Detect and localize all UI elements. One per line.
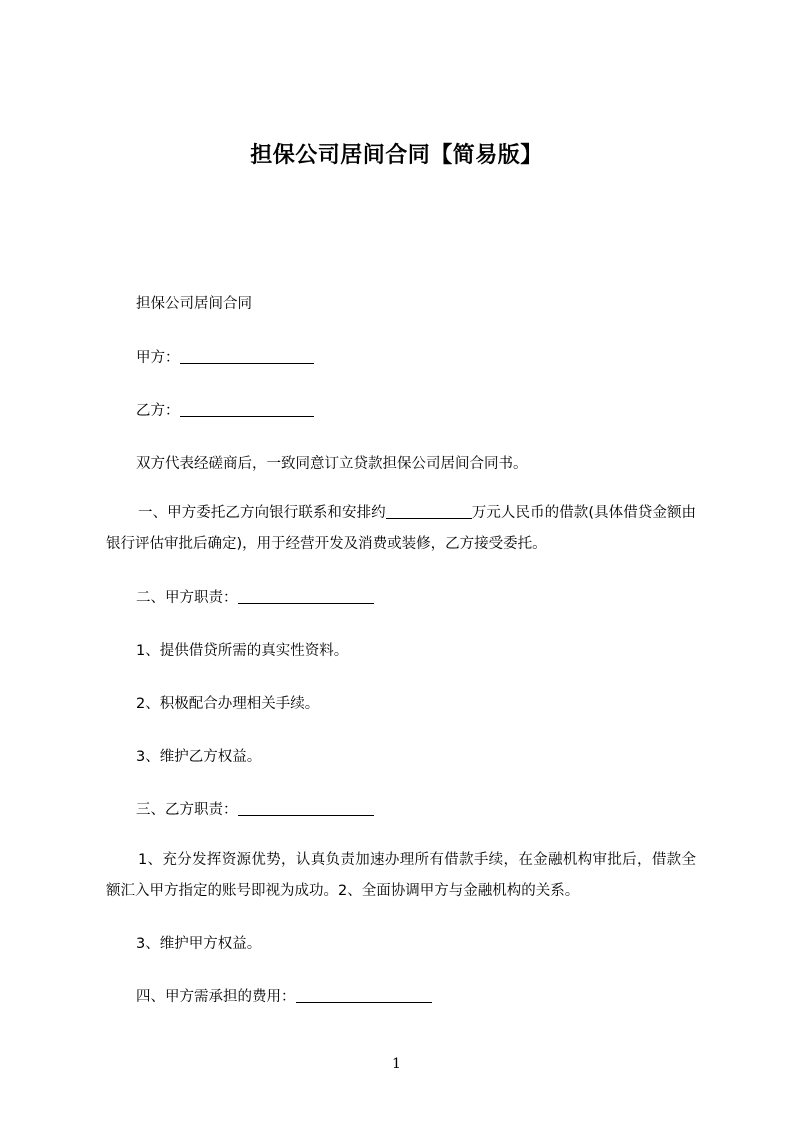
clause-3-line	[136, 798, 374, 819]
party-b-blank	[180, 402, 314, 417]
loan-amount-blank	[386, 504, 472, 519]
clause-2-label: 二、甲方职责：	[136, 590, 238, 606]
page-number: 1	[392, 1056, 401, 1072]
item-2-1: 1、提供借贷所需的真实性资料。	[136, 643, 349, 659]
clause-1-text-before: 一、甲方委托乙方向银行联系和安排约	[138, 505, 386, 521]
clause-2-line	[136, 586, 374, 607]
item-2-2: 2、积极配合办理相关手续。	[136, 696, 320, 712]
party-b-line	[136, 399, 314, 420]
contract-heading: 担保公司居间合同	[136, 296, 252, 312]
item-3-3: 3、维护甲方权益。	[136, 936, 262, 952]
document-title: 担保公司居间合同【简易版】	[250, 143, 543, 168]
preamble-text: 双方代表经磋商后，一致同意订立贷款担保公司居间合同书。	[136, 456, 528, 472]
clause-4-label: 四、甲方需承担的费用：	[136, 989, 296, 1005]
clause-1-text-after: 万元人民币的借款(具体借贷金额由银行评估审批后确定)，用于经营开发及消费或装修，乙方接受委托。	[106, 505, 697, 552]
item-2-3: 3、维护乙方权益。	[136, 749, 262, 765]
clause-4-line	[136, 985, 432, 1006]
clause-3-blank	[238, 801, 374, 816]
party-a-label: 甲方：	[136, 350, 180, 366]
clause-1-paragraph	[106, 498, 696, 560]
clause-4-blank	[296, 988, 432, 1003]
party-a-blank	[180, 349, 314, 364]
party-a-line	[136, 346, 314, 367]
item-3-1-paragraph: 1、充分发挥资源优势，认真负责加速办理所有借款手续，在金融机构审批后，借款全额汇入甲方指定的账号即视为成功。2、全面协调甲方与金融机构的关系。	[106, 852, 696, 899]
clause-3-label: 三、乙方职责：	[136, 802, 238, 818]
party-b-label: 乙方：	[136, 403, 180, 419]
clause-2-blank	[238, 589, 374, 604]
